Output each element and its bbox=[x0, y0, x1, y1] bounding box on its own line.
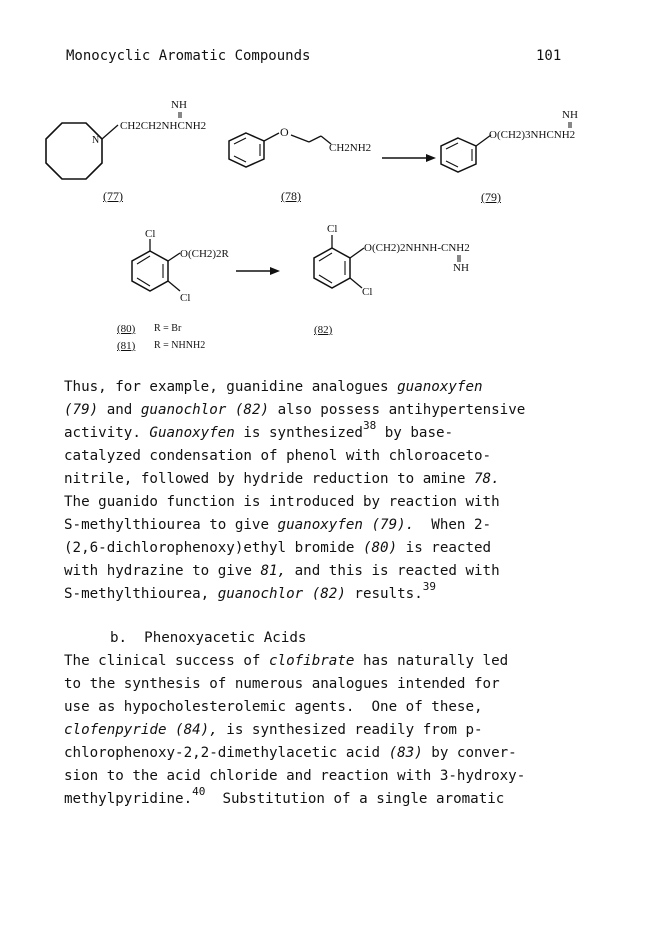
text-run: The clinical success of bbox=[64, 653, 269, 669]
reference-superscript: 39 bbox=[422, 580, 436, 594]
chlorine-top-label: Cl bbox=[327, 223, 338, 235]
text-run: When 2- bbox=[414, 517, 492, 533]
text-run: activity. bbox=[64, 425, 150, 441]
text-line bbox=[64, 419, 604, 445]
text-run: and this is reacted with bbox=[286, 563, 500, 579]
compound-number-82: (82) bbox=[314, 324, 333, 336]
text-line: catalyzed condensation of phenol with chloroaceto- bbox=[64, 448, 492, 464]
structure-82 bbox=[300, 218, 540, 348]
compound-ref: 81, bbox=[260, 563, 287, 579]
structure-79 bbox=[437, 108, 627, 213]
text-run: methylpyridine. bbox=[64, 791, 193, 807]
text-run: Thus, for example, guanidine analogues bbox=[64, 379, 398, 395]
text-line bbox=[64, 560, 604, 583]
compound-ref: (83) bbox=[388, 745, 423, 761]
guanoxyfen-ring-drawing bbox=[437, 108, 627, 213]
text-line: use as hypocholesterolemic agents. One of these, bbox=[64, 699, 483, 715]
substituent-80: R = Br bbox=[154, 323, 182, 334]
text-run: by base- bbox=[376, 425, 454, 441]
text-run bbox=[226, 402, 235, 418]
text-line bbox=[64, 650, 604, 673]
text-line bbox=[64, 719, 604, 742]
guanidine-chain-label: O(CH2)3NHCNH2 bbox=[489, 129, 576, 141]
text-run: results. bbox=[345, 586, 423, 602]
azocane-ring-drawing bbox=[40, 95, 230, 215]
compound-number-81: (81) bbox=[117, 340, 136, 352]
structure-77 bbox=[40, 95, 230, 215]
compound-ref: 78. bbox=[474, 471, 500, 487]
arrow-icon bbox=[234, 264, 284, 278]
amine-chain-label: CH2NH2 bbox=[329, 142, 372, 154]
page-number: 101 bbox=[536, 48, 562, 64]
text-line bbox=[64, 785, 604, 811]
text-run: has naturally led bbox=[354, 653, 509, 669]
guanochlor-drawing bbox=[300, 218, 540, 348]
arrow-icon bbox=[380, 151, 440, 165]
chlorine-bottom-label: Cl bbox=[180, 292, 191, 304]
text-run: (2,6-dichlorophenoxy)ethyl bromide bbox=[64, 540, 363, 556]
drug-name: clofibrate bbox=[269, 653, 355, 669]
text-line bbox=[64, 514, 604, 537]
text-run: S-methylthiourea to give bbox=[64, 517, 278, 533]
text-line bbox=[64, 580, 604, 606]
imine-nh-label: NH bbox=[562, 109, 578, 121]
running-header-title: Monocyclic Aromatic Compounds bbox=[66, 48, 311, 64]
substituent-81: R = NHNH2 bbox=[154, 340, 206, 351]
drug-name: guanochlor (82) bbox=[217, 586, 346, 602]
text-line bbox=[64, 399, 604, 422]
text-run: is synthesized bbox=[234, 425, 363, 441]
structure-80-81 bbox=[110, 225, 280, 360]
chlorine-top-label: Cl bbox=[145, 228, 156, 240]
drug-name: Guanoxyfen bbox=[149, 425, 235, 441]
structure-78 bbox=[225, 120, 395, 215]
text-run: nitrile, followed by hydride reduction to amine bbox=[64, 471, 474, 487]
text-run: by conver- bbox=[422, 745, 517, 761]
drug-name: guanoxyfen (79). bbox=[277, 517, 415, 533]
text-line: to the synthesis of numerous analogues intended for bbox=[64, 676, 500, 692]
paragraph-guanidine-analogues bbox=[64, 376, 604, 606]
imine-nh-label: NH bbox=[171, 99, 187, 111]
reference-superscript: 40 bbox=[192, 785, 206, 799]
reaction-arrow-80-82 bbox=[234, 263, 284, 277]
reference-superscript: 38 bbox=[362, 419, 377, 433]
hydrazino-guanidine-chain-label: O(CH2)2NHNH-CNH2 bbox=[364, 242, 470, 254]
text-line bbox=[64, 376, 604, 399]
text-line bbox=[64, 468, 604, 491]
compound-ref: (82) bbox=[234, 402, 270, 418]
paragraph-phenoxyacetic-acids bbox=[64, 650, 604, 811]
text-run: is synthesized readily from p- bbox=[217, 722, 483, 738]
text-run: with hydrazine to give bbox=[64, 563, 261, 579]
compound-ref: (79) bbox=[64, 402, 99, 418]
text-run: S-methylthiourea, bbox=[64, 586, 218, 602]
phenoxy-ethylamine-drawing bbox=[225, 120, 395, 215]
text-line: sion to the acid chloride and reaction with 3-hydroxy- bbox=[64, 768, 526, 784]
drug-name: clofenpyride (84), bbox=[64, 722, 218, 738]
text-line: The guanido function is introduced by reaction with bbox=[64, 494, 500, 510]
text-run: chlorophenoxy-2,2-dimethylacetic acid bbox=[64, 745, 389, 761]
compound-number-80: (80) bbox=[117, 323, 136, 335]
text-line bbox=[64, 537, 604, 560]
ether-oxygen-label: O bbox=[280, 125, 289, 139]
compound-number-78: (78) bbox=[281, 189, 301, 203]
text-run: and bbox=[98, 402, 141, 418]
text-line bbox=[64, 742, 604, 765]
drug-name: guanochlor bbox=[140, 402, 227, 418]
section-heading: b. Phenoxyacetic Acids bbox=[110, 630, 307, 646]
reaction-arrow-78-79 bbox=[380, 150, 440, 164]
text-run: is reacted bbox=[397, 540, 492, 556]
ring-nitrogen-label: N bbox=[92, 135, 100, 146]
compound-number-79: (79) bbox=[481, 190, 501, 204]
text-run: Substitution of a single aromatic bbox=[205, 791, 505, 807]
imine-nh-label: NH bbox=[453, 262, 469, 274]
ether-chain-label: O(CH2)2R bbox=[180, 248, 229, 260]
drug-name: guanoxyfen bbox=[397, 379, 483, 395]
guanidine-chain-label: CH2CH2NHCNH2 bbox=[120, 120, 207, 132]
chlorine-bottom-label: Cl bbox=[362, 286, 373, 298]
text-run: also possess antihypertensive bbox=[269, 402, 526, 418]
compound-number-77: (77) bbox=[103, 189, 123, 203]
compound-ref: (80) bbox=[362, 540, 398, 556]
